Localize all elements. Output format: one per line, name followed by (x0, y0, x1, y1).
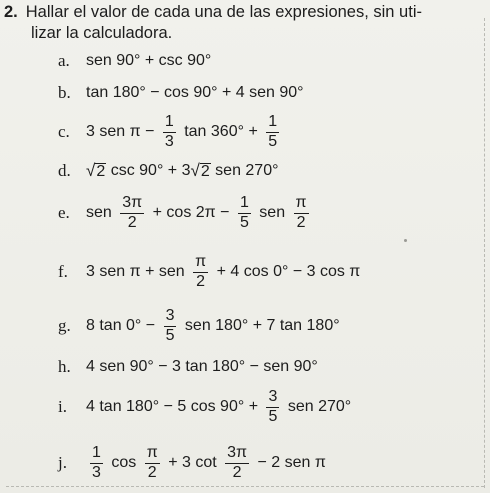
expression-text: 4 tan 180° − 5 cos 90° + (86, 398, 263, 415)
fraction (120, 195, 144, 232)
expression-text: tan 360° + (179, 123, 263, 140)
fraction-denominator: 2 (147, 463, 157, 481)
exercise-item-e (58, 190, 313, 236)
expression-text: cos (106, 454, 141, 471)
fraction (193, 254, 208, 291)
item-letter: j. (58, 453, 67, 472)
radicand: 2 (96, 162, 106, 180)
page-margin-line (484, 18, 485, 488)
item-expression (86, 52, 211, 70)
fraction-denominator: 2 (127, 213, 137, 231)
expression-text: sen 180° + 7 tan 180° (180, 317, 340, 334)
fraction-denominator: 3 (164, 132, 174, 150)
item-expression (86, 84, 304, 102)
page-bottom-line (6, 486, 484, 487)
item-letter: g. (58, 316, 71, 335)
expression-text: + cos 2π − (148, 204, 234, 221)
radicand: 2 (200, 162, 210, 180)
exercise-number: 2. (4, 3, 18, 21)
fraction (164, 308, 177, 345)
expression-text: sen 270° (210, 161, 279, 179)
exercise-item-a (58, 50, 211, 72)
fraction-numerator: 3 (164, 308, 177, 327)
fraction-numerator: 3π (225, 445, 249, 464)
fraction-denominator: 5 (239, 213, 249, 231)
item-letter: b. (58, 83, 71, 102)
fraction-numerator: π (145, 445, 160, 464)
expression-text: sen 270° (283, 398, 352, 415)
item-expression (86, 358, 318, 376)
expression-text: + 3 cot (163, 454, 222, 471)
fraction (238, 195, 251, 232)
item-expression (86, 162, 279, 181)
exercise-item-h (58, 356, 318, 378)
square-root (190, 162, 210, 181)
exercise-item-d (58, 158, 279, 184)
instruction-line-2: lizar la calculadora. (31, 24, 173, 42)
fraction-numerator: π (294, 195, 309, 214)
radical-sign-icon: √ (86, 160, 96, 180)
item-letter: f. (58, 262, 68, 281)
paper-speck (404, 239, 407, 242)
expression-text: + 4 cos 0° − 3 cos π (212, 263, 361, 280)
fraction-numerator: 1 (90, 445, 103, 464)
fraction-numerator: 3 (266, 389, 279, 408)
exercise-item-b (58, 82, 304, 104)
fraction-denominator: 2 (196, 272, 206, 290)
item-expression (86, 308, 340, 345)
fraction-numerator: 1 (266, 114, 279, 133)
fraction (225, 445, 249, 482)
fraction-denominator: 5 (268, 407, 278, 425)
fraction-denominator: 5 (165, 326, 175, 344)
square-root (86, 162, 106, 181)
item-expression (86, 114, 283, 151)
exercise-item-i (58, 384, 351, 430)
item-letter: i. (58, 397, 67, 416)
fraction-numerator: 1 (163, 114, 176, 133)
expression-text: sen (86, 204, 117, 221)
fraction-denominator: 3 (92, 463, 101, 481)
fraction (90, 445, 103, 482)
fraction (145, 445, 160, 482)
expression-text: sen 90° + csc 90° (86, 52, 212, 69)
expression-text: csc 90° + 3 (106, 161, 191, 179)
expression-text: 3 sen π + sen (86, 263, 190, 280)
radical-sign-icon: √ (190, 160, 200, 180)
item-letter: a. (58, 51, 70, 70)
fraction-numerator: 1 (238, 195, 251, 214)
fraction (266, 114, 279, 151)
item-letter: c. (58, 122, 70, 141)
fraction (266, 389, 279, 426)
expression-text: 8 tan 0° − (86, 317, 160, 334)
exercise-item-g (58, 303, 340, 349)
instruction-line-1: Hallar el valor de cada una de las expresiones, sin uti- (25, 3, 422, 21)
item-letter: h. (58, 357, 71, 376)
item-expression (86, 254, 360, 291)
fraction-numerator: π (193, 254, 208, 273)
fraction (294, 195, 309, 232)
item-letter: d. (58, 161, 71, 180)
item-expression (86, 389, 351, 426)
heading-line-1 (4, 2, 474, 23)
exercise-item-j (58, 440, 326, 486)
exercise-heading (4, 2, 474, 44)
expression-text: 3 sen π − (86, 123, 159, 140)
expression-text: 4 sen 90° − 3 tan 180° − sen 90° (86, 358, 318, 375)
exercise-item-f (58, 249, 360, 295)
expression-text: sen (254, 204, 290, 221)
expression-text: tan 180° − cos 90° + 4 sen 90° (86, 84, 304, 101)
fraction-numerator: 3π (120, 195, 144, 214)
fraction (163, 114, 176, 151)
item-expression (86, 445, 326, 482)
item-expression (86, 195, 313, 232)
fraction-denominator: 2 (232, 463, 242, 481)
fraction-denominator: 5 (268, 132, 278, 150)
fraction-denominator: 2 (296, 213, 306, 231)
item-letter: e. (58, 203, 70, 222)
expression-text: − 2 sen π (253, 454, 326, 471)
exercise-item-c (58, 110, 283, 154)
